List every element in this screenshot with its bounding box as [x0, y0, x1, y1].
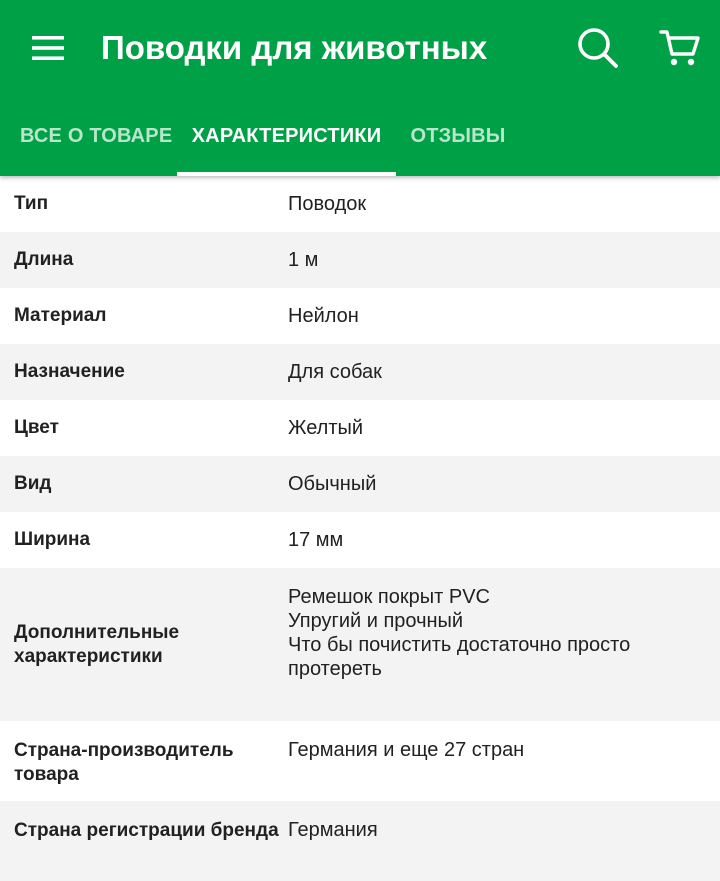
search-icon [577, 27, 619, 69]
spec-value: Желтый [288, 417, 364, 439]
spec-label: Страна-производитель товара [14, 740, 234, 785]
page-title: Поводки для животных [101, 29, 488, 66]
toolbar [0, 0, 720, 96]
table-row [0, 176, 720, 232]
spec-label: Ширина [14, 529, 91, 550]
spec-label: Страна регистрации бренда [14, 820, 279, 841]
spec-value: Обычный [288, 473, 377, 495]
spec-label: Назначение [14, 361, 125, 382]
spec-label: Вид [14, 473, 52, 494]
tab-characteristics[interactable]: ХАРАКТЕРИСТИКИ [177, 96, 396, 176]
spec-label: Материал [14, 305, 107, 326]
spec-value: Германия и еще 27 стран [288, 739, 525, 761]
spec-label: Тип [14, 193, 49, 214]
table-row [0, 512, 720, 568]
spec-value: Германия [288, 819, 378, 841]
table-row [0, 344, 720, 400]
hamburger-menu-icon [32, 35, 64, 61]
spec-value-line: Упругий и прочный [288, 610, 464, 632]
spec-value: Поводок [288, 193, 367, 215]
table-row [0, 232, 720, 288]
spec-label: Цвет [14, 417, 59, 438]
menu-button[interactable] [16, 18, 80, 78]
spec-value-line: Ремешок покрыт PVC [288, 586, 490, 608]
specs-table [0, 176, 720, 881]
spec-label: Длина [14, 249, 74, 270]
table-row [0, 400, 720, 456]
spec-value-list [288, 568, 720, 681]
cart-icon [659, 28, 701, 68]
table-row [0, 456, 720, 512]
table-row [0, 801, 720, 881]
search-button[interactable] [570, 20, 626, 76]
tab-reviews[interactable]: ОТЗЫВЫ [410, 124, 506, 147]
spec-value: Для собак [288, 361, 382, 383]
cart-button[interactable] [652, 20, 708, 76]
spec-value-line: Что бы почистить достаточно просто протереть [288, 634, 631, 680]
spec-label: Дополнительные характеристики [14, 621, 180, 667]
table-row [0, 721, 720, 801]
table-row [0, 288, 720, 344]
spec-value: Нейлон [288, 305, 359, 327]
spec-value: 17 мм [288, 529, 344, 551]
table-row [0, 568, 720, 721]
tab-bar [0, 96, 720, 176]
tab-all-about-product[interactable]: ВСЕ О ТОВАРЕ [20, 124, 173, 147]
app-bar [0, 0, 720, 176]
spec-value: 1 м [288, 249, 319, 271]
